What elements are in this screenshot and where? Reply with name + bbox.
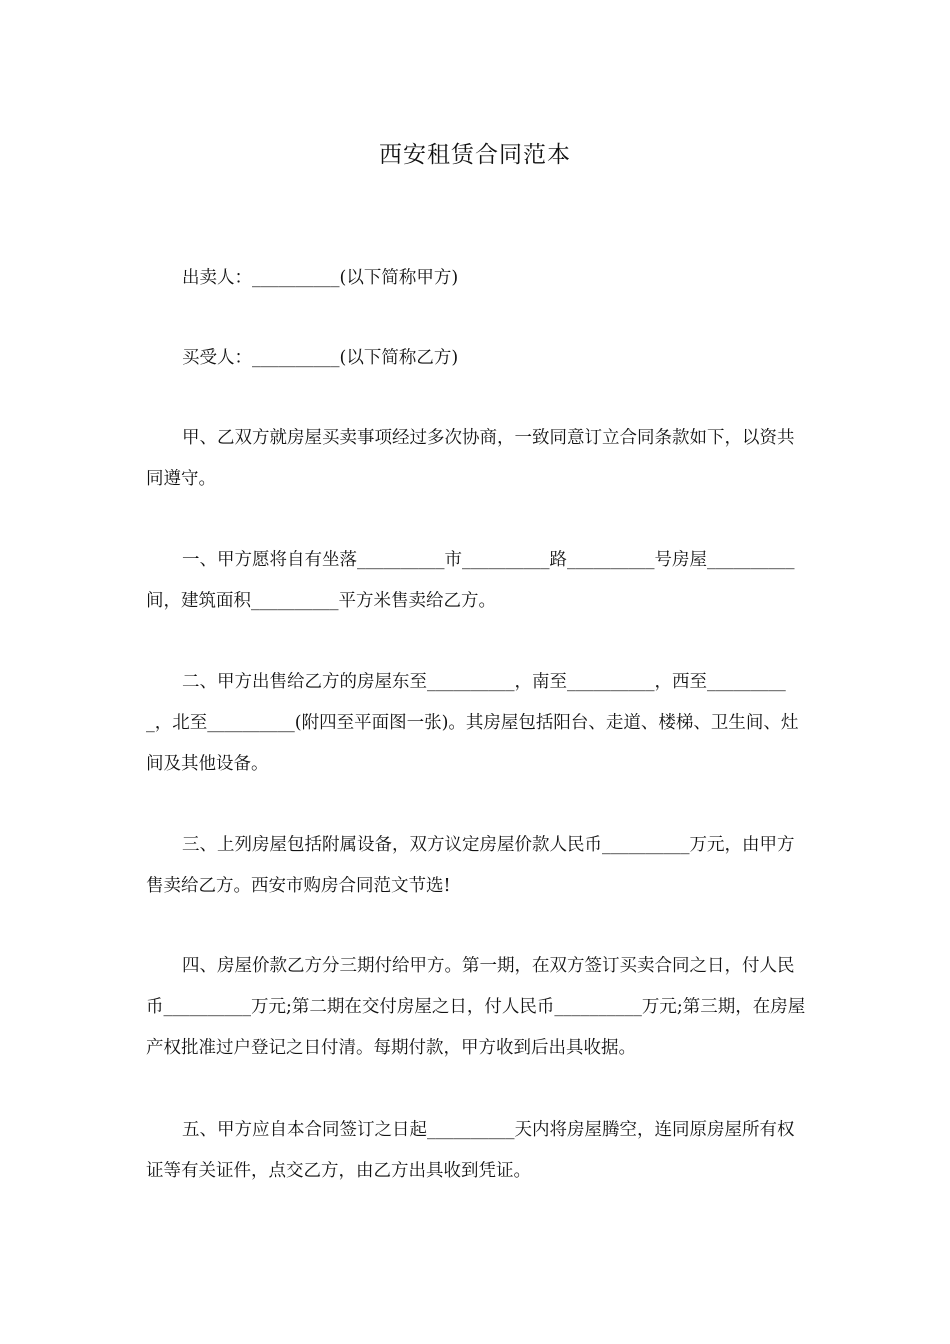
seller-line: 出卖人：__________(以下简称甲方): [182, 268, 459, 288]
document-title: 西安租赁合同范本: [379, 142, 571, 168]
clause-2: 二、甲方出售给乙方的房屋东至__________，南至__________，西至__________，北至__________(附四至平面图一张)。其房屋包括阳台、走道、楼梯、卫生间、灶间及其他设备。: [146, 672, 799, 774]
clause-5: 五、甲方应自本合同签订之日起__________天内将房屋腾空，连同原房屋所有权证等有关证件，点交乙方，由乙方出具收到凭证。: [146, 1120, 795, 1181]
buyer-line: 买受人：__________(以下简称乙方): [182, 348, 459, 368]
preamble-paragraph: 甲、乙双方就房屋买卖事项经过多次协商，一致同意订立合同条款如下，以资共同遵守。: [146, 428, 795, 489]
clause-4: 四、房屋价款乙方分三期付给甲方。第一期，在双方签订买卖合同之日，付人民币__________万元;第二期在交付房屋之日，付人民币__________万元;第三期，在房屋产权批准过户登记之日付清。每期付款，甲方收到后出具收据。: [146, 956, 806, 1058]
clause-1: 一、甲方愿将自有坐落__________市__________路__________号房屋__________间，建筑面积__________平方米售卖给乙方。: [146, 550, 795, 611]
clause-3: 三、上列房屋包括附属设备，双方议定房屋价款人民币__________万元，由甲方售卖给乙方。西安市购房合同范文节选!: [146, 835, 795, 896]
